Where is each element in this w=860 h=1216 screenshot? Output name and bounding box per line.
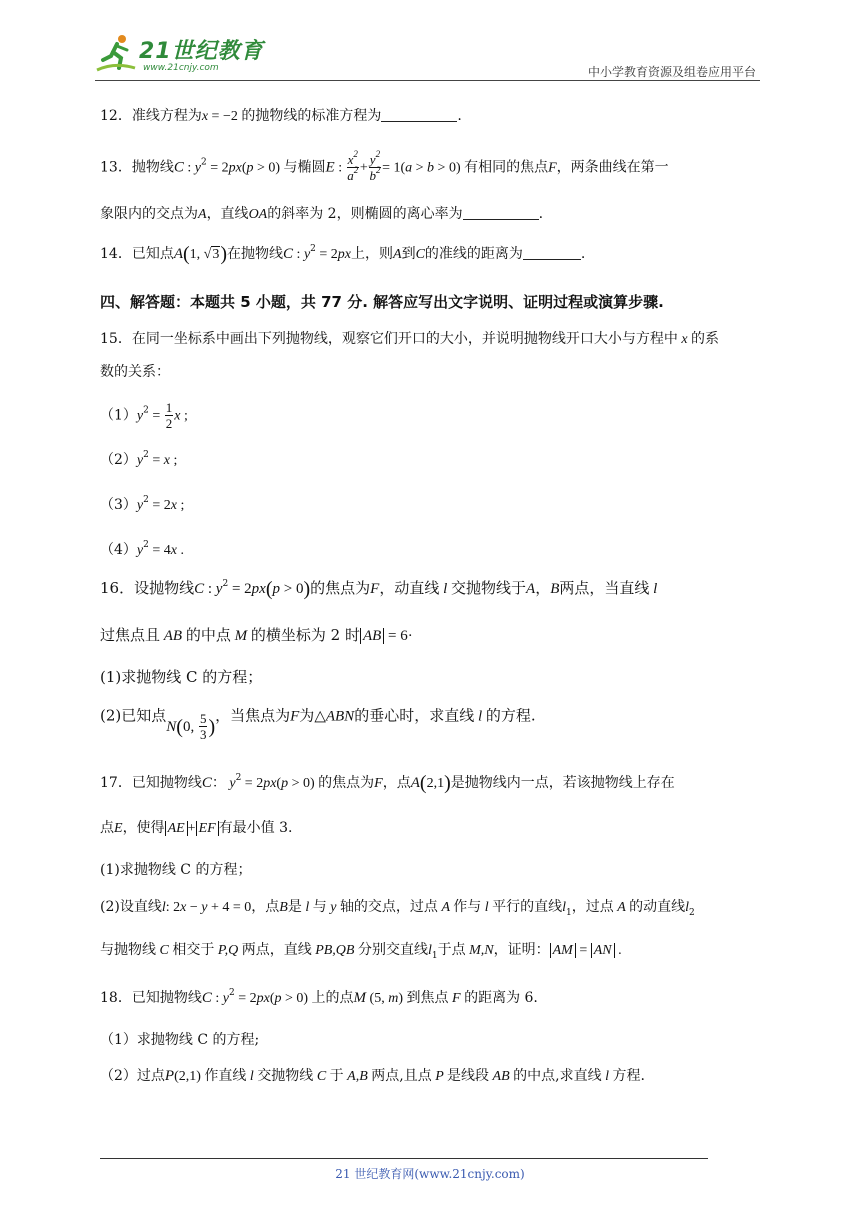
section-heading: 四、解答题：本题共 5 小题，共 77 分. 解答应写出文字说明、证明过程或演算步骤. bbox=[100, 293, 664, 311]
q16-part-2: (2)已知点N(0, $\frac{5}{3}$ )，当焦点为F为△ABN的垂心时，求直线 l 的方程. bbox=[100, 706, 536, 742]
question-16-line2: 过焦点且 AB 的中点 M 的横坐标为 2 时 AB = 6· bbox=[100, 626, 413, 644]
q15-item-1: $(1)y^2$ = $\frac{1}{2}$ x ; bbox=[100, 400, 188, 431]
answer-blank[interactable] bbox=[523, 245, 581, 260]
answer-blank[interactable] bbox=[381, 107, 457, 122]
runner-logo-icon bbox=[95, 32, 139, 76]
logo-url: www.21cnjy.com bbox=[143, 63, 219, 73]
question-18: 18．已知抛物线C : $y^2 = 2px(p > 0)$ 上的点M (5, m) 到焦点 F 的距离为 6. bbox=[100, 988, 538, 1006]
header-divider bbox=[95, 80, 760, 81]
question-14: 14．已知点A(1, √3)在抛物线C : $y^2 = 2px$上，则A到C的准线的距离为 . bbox=[100, 243, 586, 265]
q16-part-1: (1)求抛物线 C 的方程； bbox=[100, 668, 263, 686]
site-logo bbox=[95, 30, 265, 78]
q18-part-1: （1）求抛物线 C 的方程; bbox=[100, 1032, 260, 1048]
page-header bbox=[95, 30, 760, 80]
page-footer: 21 世纪教育网(www.21cnjy.com) bbox=[335, 1167, 525, 1181]
q15-item-2: $(2)y^2 = x$ ; bbox=[100, 450, 178, 468]
question-15: 15．在同一坐标系中画出下列抛物线，观察它们开口的大小，并说明抛物线开口大小与方程中 x 的系 bbox=[100, 331, 720, 347]
q17-part-2: (2)设直线l: 2x − y + 4 = 0，点B是 l 与 y 轴的交点，过点 A 作与 l 平行的直线$l_1$，过点 A 的动直线$l_2$ bbox=[100, 899, 695, 918]
footer-divider bbox=[100, 1158, 708, 1159]
question-17: 17．已知抛物线C： $y^2 = 2px(p > 0)$ 的焦点为F，点A(2,1)是抛物线内一点，若该抛物线上存在 bbox=[100, 772, 675, 794]
question-13: 13．抛物线C : $y^2 = 2px(p > 0)$ 与椭圆E : $\frac{x^2}{a^2}$ + $\frac{y^2}{b^2}$ = 1(a > b > 0) 有相同的焦点F，两条曲线在第一 bbox=[100, 149, 669, 183]
q17-part-2-line2: 与抛物线 C 相交于 P,Q 两点，直线 PB,QB 分别交直线$l_1$于点 M,N，证明： AM = AN . bbox=[100, 942, 622, 961]
q15-item-3: $(3)y^2 = 2x$ ; bbox=[100, 495, 185, 513]
logo-title: 21世纪教育 bbox=[139, 39, 264, 64]
q18-part-2: （2）过点P(2,1) 作直线 l 交抛物线 C 于 A,B 两点,且点 P 是线段 AB 的中点,求直线 l 方程. bbox=[100, 1068, 645, 1084]
q17-part-1: (1)求抛物线 C 的方程； bbox=[100, 862, 252, 878]
question-15-line2: 数的关系： bbox=[100, 364, 170, 380]
question-13-line2: 象限内的交点为A，直线OA的斜率为 2，则椭圆的离心率为 . bbox=[100, 206, 544, 222]
question-16: 16．设抛物线C : $y^2 = 2px(p > 0)$的焦点为F，动直线 l 交抛物线于A，B两点，当直线 l bbox=[100, 578, 658, 600]
platform-name: 中小学教育资源及组卷应用平台 bbox=[587, 65, 756, 79]
q15-item-4: $(4)y^2 = 4x$ . bbox=[100, 540, 184, 558]
answer-blank[interactable] bbox=[463, 205, 539, 220]
question-12: 12．准线方程为x = −2 的抛物线的标准方程为 . bbox=[100, 108, 462, 124]
question-17-line2: 点E，使得 AE + EF 有最小值 3. bbox=[100, 820, 293, 836]
